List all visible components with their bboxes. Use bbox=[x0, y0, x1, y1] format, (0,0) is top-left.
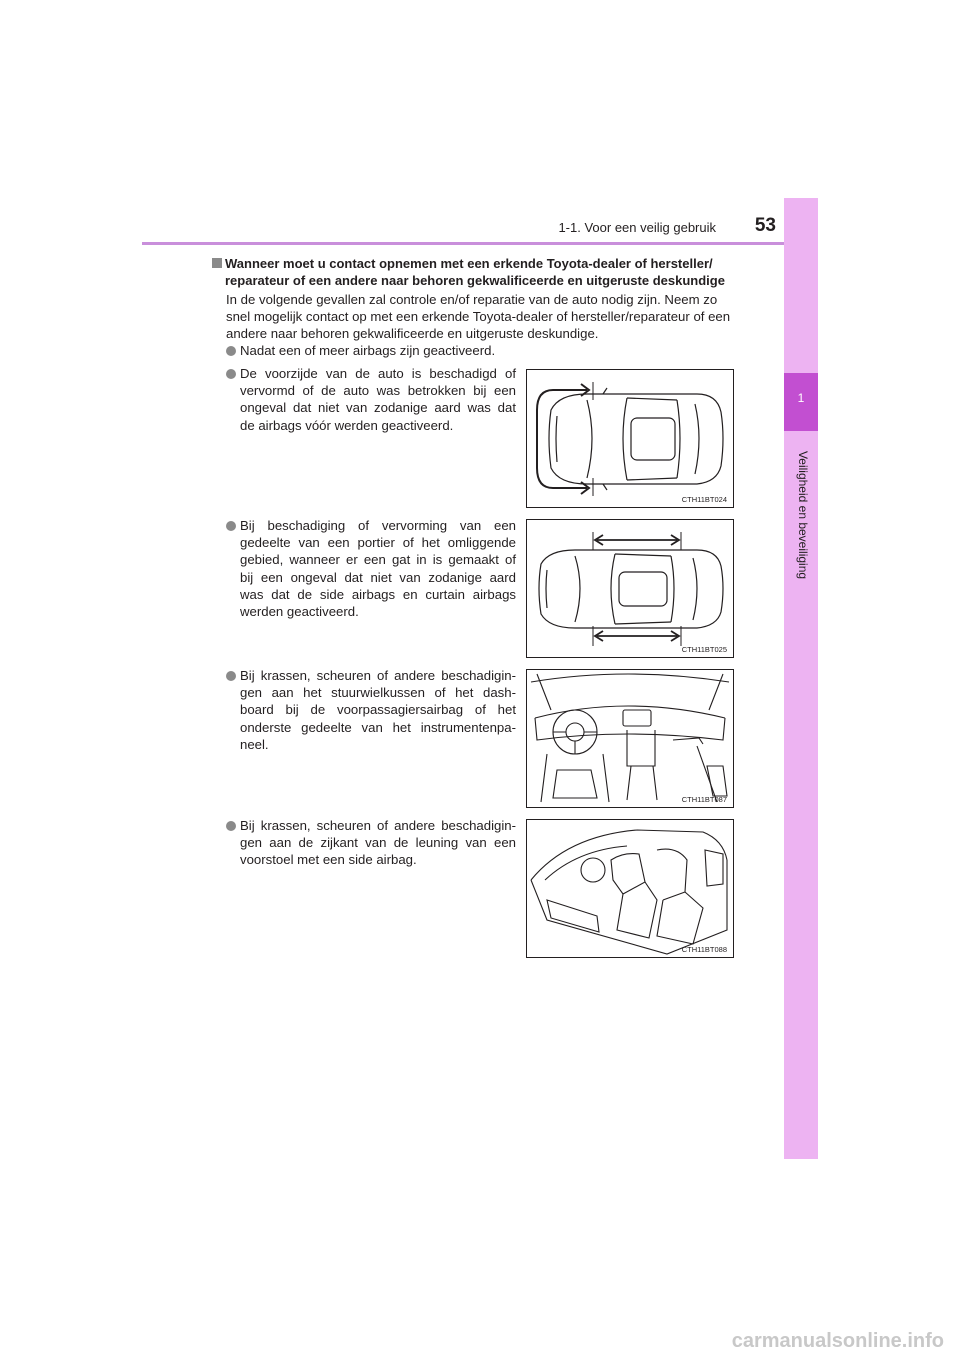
dashboard-interior-illustration bbox=[527, 670, 733, 807]
bullet-steering-dash-line: board bij de voorpassagiersairbag of het bbox=[240, 702, 516, 718]
page-number: 53 bbox=[754, 215, 776, 236]
bullet-side-damage-line: werden geactiveerd. bbox=[240, 604, 359, 620]
bullet-front-damage-line: vervormd of de auto was betrokken bij een bbox=[240, 383, 516, 399]
figure-code: CTH11BT088 bbox=[681, 945, 727, 954]
heading-line-1: Wanneer moet u contact opnemen met een erkende Toyota-dealer of hersteller/ bbox=[225, 256, 713, 271]
figure-code: CTH11BT025 bbox=[681, 645, 727, 654]
figure-code: CTH11BT024 bbox=[681, 495, 727, 504]
chapter-number: 1 bbox=[797, 391, 805, 405]
bullet-seat-side-line: voorstoel met een side airbag. bbox=[240, 852, 417, 868]
bullet-front-damage-line: de airbags vóór werden geactiveerd. bbox=[240, 417, 454, 433]
bullet-seat-side-damage bbox=[240, 817, 516, 869]
bullet-side-damage-line: Bij beschadiging of vervorming van een bbox=[240, 518, 516, 533]
bullet-front-damage bbox=[240, 365, 516, 434]
intro-line-3: andere naar behoren gekwalificeerde en uitgeruste deskundige. bbox=[226, 326, 599, 341]
watermark-text: carmanualsonline.info bbox=[731, 1330, 944, 1352]
car-top-view-side-illustration bbox=[527, 520, 733, 657]
bullet-icon bbox=[226, 369, 236, 379]
bullet-steering-dash-line: gen aan het stuurwielkussen of het dash- bbox=[240, 685, 516, 701]
header-rule bbox=[142, 242, 818, 245]
chapter-title: Veiligheid en beveiliging bbox=[796, 450, 810, 580]
intro-line-2: snel mogelijk contact op met een erkende Toyota-dealer of hersteller/reparateur of een bbox=[226, 309, 731, 324]
heading-line-2: reparateur of een andere naar behoren gekwalificeerde en uitgeruste deskundige bbox=[225, 273, 725, 288]
intro-paragraph bbox=[226, 291, 750, 342]
bullet-airbags-activated: Nadat een of meer airbags zijn geactiveerd. bbox=[240, 343, 496, 358]
bullet-side-damage-line: bij een ongeval dat niet van zodanige aard bbox=[240, 569, 516, 585]
bullet-steering-dash-line: Bij krassen, scheuren of andere beschadigin- bbox=[240, 668, 516, 683]
bullet-icon bbox=[226, 821, 236, 831]
intro-line-1: In de volgende gevallen zal controle en/of reparatie van de auto nodig zijn. Neem zo bbox=[226, 292, 718, 307]
bullet-icon bbox=[226, 346, 236, 356]
bullet-front-damage-line: De voorzijde van de auto is beschadigd of bbox=[240, 366, 516, 381]
section-title: 1-1. Voor een veilig gebruik bbox=[558, 220, 716, 235]
figure-front-damage bbox=[526, 369, 734, 508]
seat-interior-illustration bbox=[527, 820, 733, 957]
bullet-side-damage-line: gedeelte van een portier of het omliggende bbox=[240, 535, 516, 551]
bullet-front-damage-line: ongeval dat niet van zodanige aard was dat bbox=[240, 400, 516, 416]
bullet-icon bbox=[226, 521, 236, 531]
bullet-side-damage-line: was dat de side airbags en curtain airbags bbox=[240, 586, 516, 602]
figure-dashboard bbox=[526, 669, 734, 808]
bullet-side-damage-line: gebied, wanneer er een gat in is gemaakt of bbox=[240, 552, 516, 568]
figure-code: CTH11BT087 bbox=[681, 795, 727, 804]
figure-side-damage bbox=[526, 519, 734, 658]
bullet-steering-dash-line: onderste gedeelte van het instrumentenpa- bbox=[240, 719, 516, 735]
bullet-seat-side-line: gen aan de zijkant van de leuning van een bbox=[240, 835, 516, 851]
section-heading bbox=[211, 255, 751, 289]
car-top-view-front-illustration bbox=[527, 370, 733, 507]
bullet-steering-dash-line: neel. bbox=[240, 736, 269, 752]
bullet-steering-dash-damage bbox=[240, 667, 516, 753]
bullet-icon bbox=[226, 671, 236, 681]
figure-seats bbox=[526, 819, 734, 958]
side-tab bbox=[784, 198, 818, 1159]
bullet-seat-side-line: Bij krassen, scheuren of andere beschadigin- bbox=[240, 818, 516, 833]
bullet-side-damage bbox=[240, 517, 516, 620]
